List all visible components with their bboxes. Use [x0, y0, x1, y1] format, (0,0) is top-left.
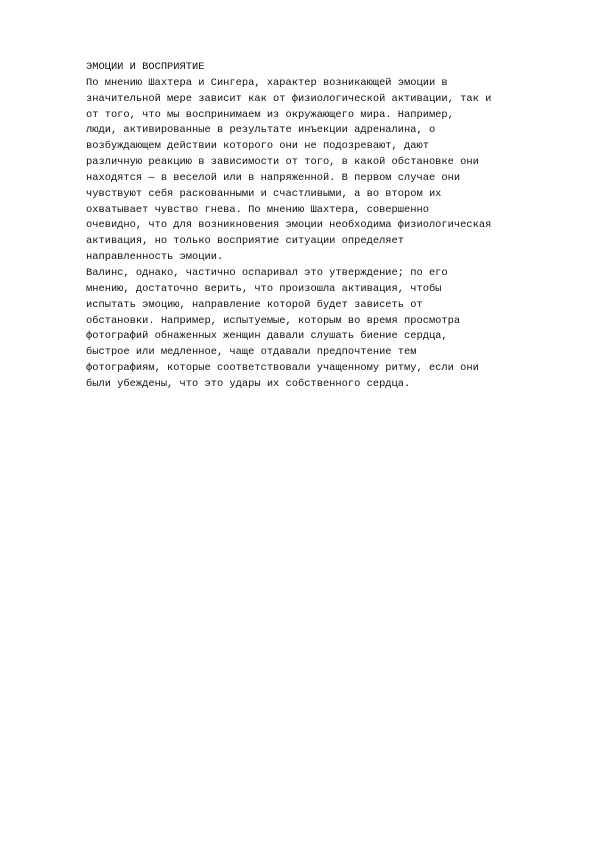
body-line: мнению, достаточно верить, что произошла активация, чтобы	[86, 282, 442, 295]
document-title: ЭМОЦИИ И ВОСПРИЯТИЕ	[86, 61, 205, 73]
body-line: активация, но только восприятие ситуации определяет	[86, 235, 405, 248]
body-line: направленность эмоции.	[86, 251, 224, 264]
body-line: охватывает чувство гнева. По мнению Шахтера, совершенно	[86, 203, 429, 216]
body-line: По мнению Шахтера и Сингера, характер возникающей эмоции в	[86, 76, 448, 89]
body-line: от того, что мы воспринимаем из окружающего мира. Например,	[86, 108, 454, 121]
body-line: люди, активированные в результате инъекции адреналина, о	[86, 124, 436, 137]
body-line: Валинс, однако, частично оспаривал это утверждение; по его	[86, 266, 448, 279]
body-line: были убеждены, что это удары их собственного сердца.	[86, 377, 411, 390]
body-line: фотографий обнаженных женщин давали слушать биение сердца,	[86, 330, 448, 343]
body-line: находятся — в веселой или в напряженной. В первом случае они	[86, 171, 461, 184]
body-line: различную реакцию в зависимости от того, в какой обстановке они	[86, 156, 479, 169]
body-line: обстановки. Например, испытуемые, которым во время просмотра	[86, 314, 461, 327]
body-line: возбуждающем действии которого они не подозревают, дают	[86, 140, 429, 153]
body-line: значительной мере зависит как от физиологической активации, так и	[86, 92, 492, 105]
body-line: быстрое или медленное, чаще отдавали предпочтение тем	[86, 346, 417, 359]
body-line: очевидно, что для возникновения эмоции необходима физиологическая	[86, 219, 492, 232]
body-line: чувствуют себя раскованными и счастливыми, а во втором их	[86, 187, 442, 200]
body-line: испытать эмоцию, направление которой будет зависеть от	[86, 298, 423, 311]
body-line: фотографиям, которые соответствовали учащенному ритму, если они	[86, 362, 479, 375]
document-body	[86, 60, 556, 393]
